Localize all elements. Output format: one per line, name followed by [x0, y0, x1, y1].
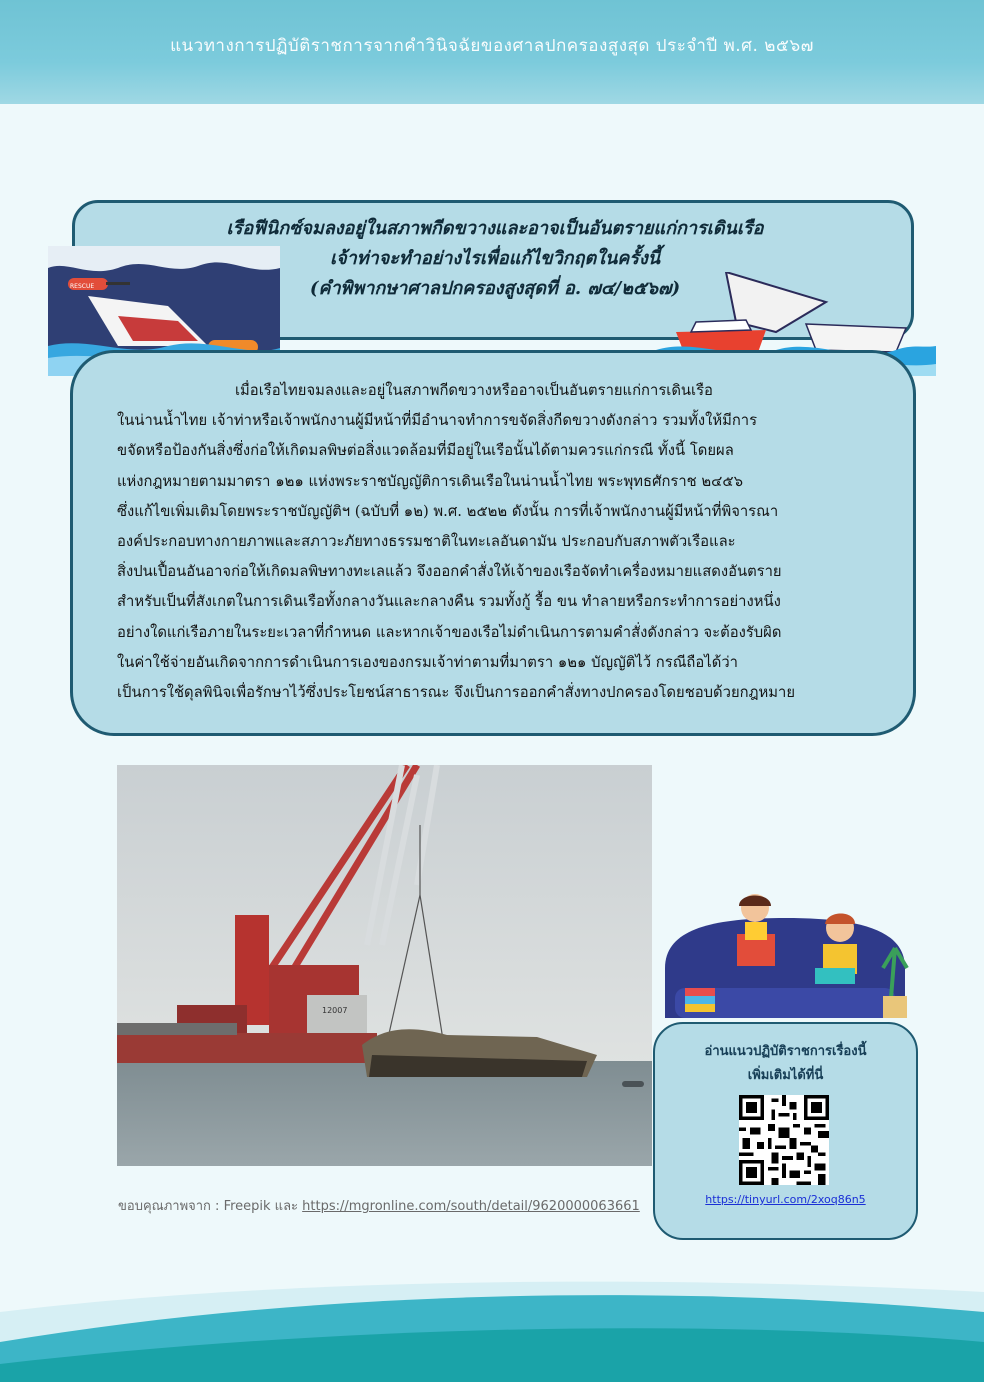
body-line: ในค่าใช้จ่ายอันเกิดจากการดำเนินการเองของกรมเจ้าท่าตามที่มาตรา ๑๒๑ บัญญัติไว้ กรณีถือได้ว่า — [117, 653, 738, 671]
body-line: แห่งกฎหมายตามมาตรา ๑๒๑ แห่งพระราชบัญญัติการเดินเรือในน่านน้ำไทย พระพุทธศักราช ๒๔๕๖ — [117, 472, 743, 490]
qr-title-line-1: อ่านแนวปฏิบัติราชการเรื่องนี้ — [704, 1044, 867, 1059]
body-line: ซึ่งแก้ไขเพิ่มเติมโดยพระราชบัญญัติฯ (ฉบับที่ ๑๒) พ.ศ. ๒๕๒๒ ดังนั้น การที่เจ้าพนักงานผู้มีหน้าที่พิจารณา — [117, 502, 779, 520]
helicopter-label: RESCUE — [70, 283, 95, 290]
body-line: สำหรับเป็นที่สังเกตในการเดินเรือทั้งกลางวันและกลางคืน รวมทั้งกู้ รื้อ ขน ทำลายหรือกระทำการอย่างหนึ่ง — [117, 593, 781, 611]
title-line-3: (คำพิพากษาศาลปกครองสูงสุดที่ อ. ๗๔/๒๕๖๗) — [309, 278, 681, 299]
body-line: เมื่อเรือไทยจมลงและอยู่ในสภาพกีดขวางหรืออาจเป็นอันตรายแก่การเดินเรือ — [235, 382, 713, 399]
title-line-1: เรือฟีนิกซ์จมลงอยู่ในสภาพกีดขวางและอาจเป็นอันตรายแก่การเดินเรือ — [226, 218, 764, 239]
page-header-title: แนวทางการปฏิบัติราชการจากคำวินิจฉัยของศาลปกครองสูงสุด ประจำปี พ.ศ. ๒๕๖๗ — [170, 36, 814, 56]
credit-prefix: ขอบคุณภาพจาก : Freepik และ — [118, 1199, 303, 1214]
qr-title-line-2: เพิ่มเติมได้ที่นี่ — [747, 1068, 824, 1083]
salvage-crane-photo — [117, 765, 652, 1166]
body-line: อย่างใดแก่เรือภายในระยะเวลาที่กำหนด และหากเจ้าของเรือไม่ดำเนินการตามคำสั่งดังกล่าว จะต้องรับผิด — [117, 623, 782, 641]
qr-short-link[interactable]: https://tinyurl.com/2xoq86n5 — [705, 1193, 866, 1206]
body-line: ขจัดหรือป้องกันสิ่งซึ่งก่อให้เกิดมลพิษต่อสิ่งแวดล้อมที่มีอยู่ในเรือนั้นได้ตามควรแก่กรณี ทั้งนี้ โดยผล — [117, 442, 734, 460]
qr-panel-title — [653, 1040, 918, 1088]
qr-code[interactable] — [739, 1095, 829, 1185]
body-line: เป็นการใช้ดุลพินิจเพื่อรักษาไว้ซึ่งประโยชน์สาธารณะ จึงเป็นการออกคำสั่งทางปกครองโดยชอบด้วยกฎหมาย — [117, 684, 796, 702]
bottom-wave-decoration — [0, 1272, 984, 1382]
body-line: สิ่งปนเปื้อนอันอาจก่อให้เกิดมลพิษทางทะเลแล้ว จึงออกคำสั่งให้เจ้าของเรือจัดทำเครื่องหมายแสดงอันตราย — [117, 563, 782, 581]
credit-link[interactable]: https://mgronline.com/south/detail/9620000063661 — [302, 1199, 640, 1214]
image-credit — [118, 1195, 640, 1216]
title-line-2: เจ้าท่าจะทำอย่างไรเพื่อแก้ไขวิกฤตในครั้งนี้ — [329, 248, 661, 269]
body-paragraph — [117, 376, 867, 708]
kids-reading-illustration — [655, 888, 915, 1028]
body-line: องค์ประกอบทางกายภาพและสภาวะภัยทางธรรมชาติในทะเลอันดามัน ประกอบกับสภาพตัวเรือและ — [117, 533, 736, 551]
crane-number-label: 12007 — [322, 1006, 348, 1015]
body-line: ในน่านน้ำไทย เจ้าท่าหรือเจ้าพนักงานผู้มีหน้าที่มีอำนาจทำการขจัดสิ่งกีดขวางดังกล่าว รวมทั้งให้มีการ — [117, 412, 758, 430]
